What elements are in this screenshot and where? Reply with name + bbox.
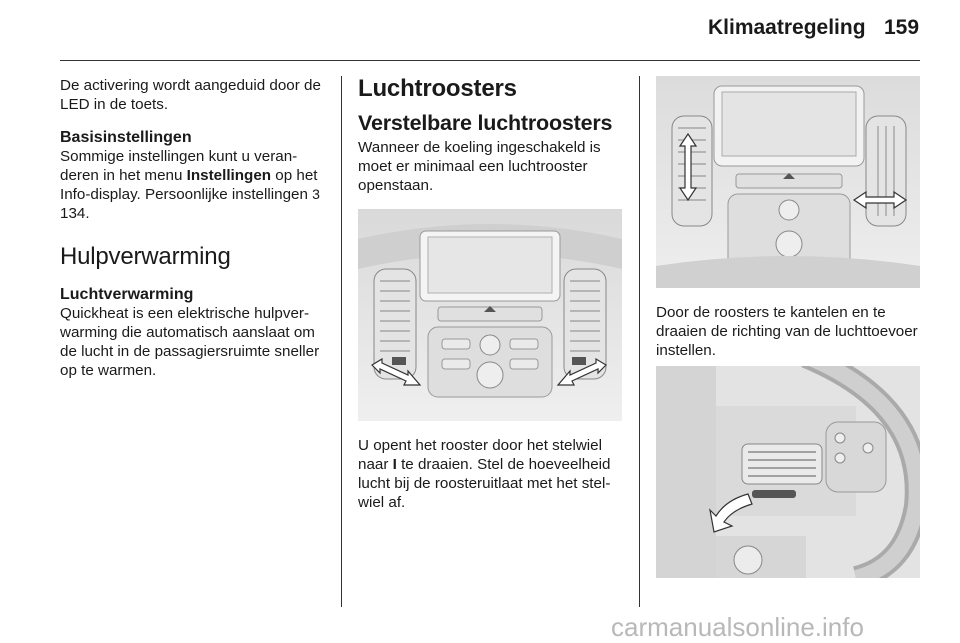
- chapter-title: Klimaatregeling: [708, 16, 866, 39]
- steering-wheel-vent-illustration: [656, 366, 920, 578]
- steering-wheel-vent-drawing: [656, 366, 920, 578]
- verstelbare-luchtroosters-heading: Verstelbare luchtroosters: [358, 111, 613, 135]
- column-2: [358, 76, 628, 195]
- basisinstellingen-text: Sommige instellingen kunt u veranderen in het menu Instellingen op het Info-display. Persoonlijke instellingen 3 134.: [60, 148, 320, 222]
- instellingen-menu-label: Instellingen: [186, 167, 272, 184]
- column-1: [60, 76, 328, 380]
- basisinstellingen-heading: Basisinstellingen: [60, 129, 192, 146]
- stelwiel-position-glyph: I: [392, 456, 397, 473]
- vent-direction-illustration: [656, 76, 920, 288]
- luchtverwarming-heading: Luchtverwarming: [60, 286, 194, 303]
- vent-direction-caption: Door de roosters te kantelen en te draaien de richting van de luchttoevoer instellen.: [656, 304, 918, 359]
- column-divider-left: [341, 76, 342, 607]
- dashboard-vents-illustration: [358, 209, 622, 421]
- watermark: carmanualsonline.info: [611, 612, 864, 642]
- column-divider-right: [639, 76, 640, 607]
- header-divider: [60, 60, 920, 61]
- stelwiel-instruction: U opent het rooster door het stelwiel naar I te draaien. Stel de hoeveelheid lucht bij de roosteruitlaat met het stelwiel af.: [358, 437, 611, 511]
- hulpverwarming-heading: Hulpverwarming: [60, 243, 231, 270]
- vent-direction-drawing: [656, 76, 920, 288]
- page-number: 159: [884, 16, 920, 39]
- luchtroosters-intro-text: Wanneer de koeling ingeschakeld is moet er minimaal een luchtrooster openstaan.: [358, 139, 601, 194]
- luchtverwarming-text: Quickheat is een elektrische hulpverwarming die automatisch aanslaat om de lucht in de passagiersruimte sneller op te warmen.: [60, 305, 320, 379]
- led-activation-text: De activering wordt aangeduid door de LED in de toets.: [60, 77, 321, 113]
- luchtroosters-heading: Luchtroosters: [358, 75, 517, 102]
- dashboard-vents-drawing: [358, 209, 622, 421]
- cross-reference-arrow-icon: 3: [312, 186, 320, 202]
